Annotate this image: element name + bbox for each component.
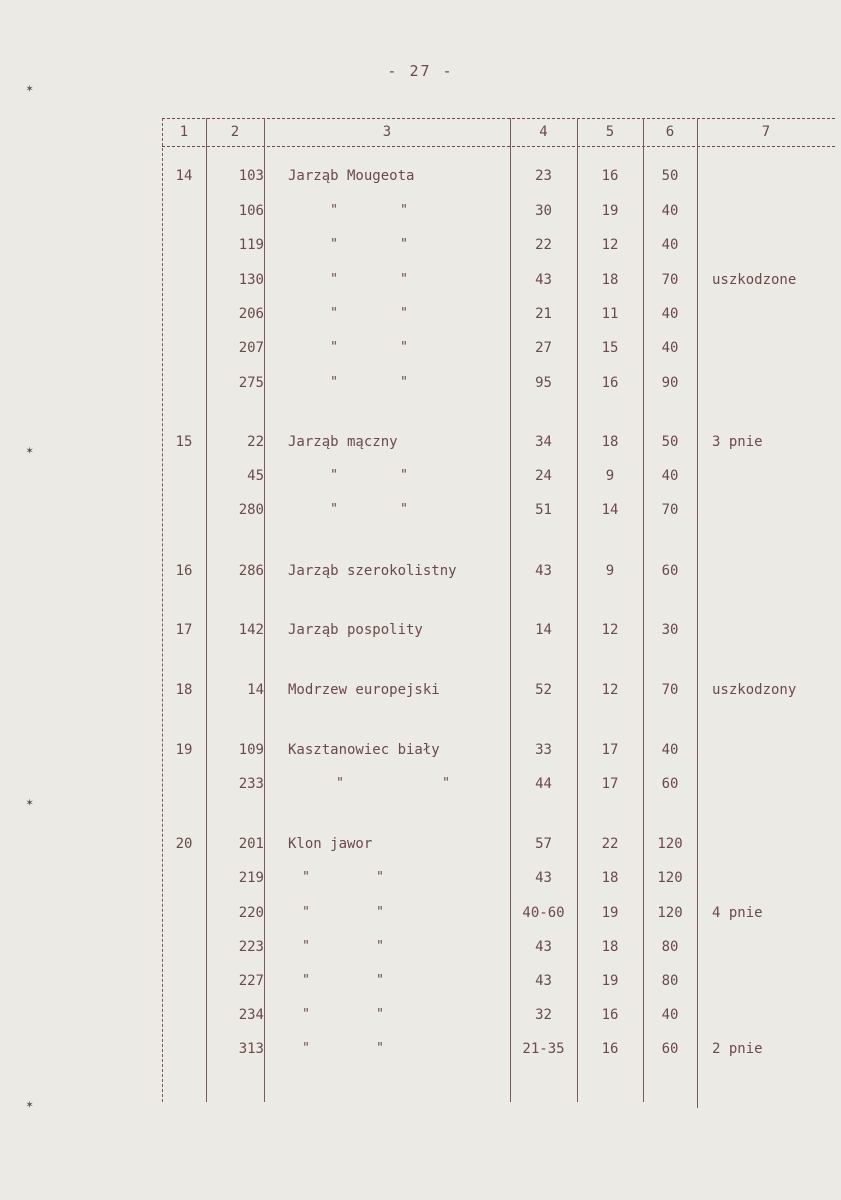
cell-col5: 18: [601, 434, 619, 450]
column-header: 6: [665, 124, 675, 140]
cell-col6: 80: [661, 939, 679, 955]
column-header: 7: [761, 124, 771, 140]
ditto-mark: ": [400, 203, 408, 218]
cell-remarks: 2 pnie: [712, 1041, 763, 1057]
cell-col4: 34: [535, 434, 552, 450]
cell-col5: 9: [605, 468, 615, 484]
ditto-mark: ": [302, 939, 310, 954]
cell-tree-number: 219: [238, 870, 264, 886]
ditto-mark: ": [330, 468, 338, 483]
cell-col4: 95: [535, 375, 552, 391]
header-bottom-rule: [162, 146, 835, 147]
column-header: 4: [539, 124, 548, 140]
ditto-mark: ": [302, 1041, 310, 1056]
cell-tree-number: 22: [247, 434, 264, 450]
cell-tree-number: 207: [238, 340, 264, 356]
cell-species-name: Jarząb szerokolistny: [288, 563, 457, 579]
cell-col5: 15: [601, 340, 619, 356]
ditto-mark: ": [330, 502, 338, 517]
column-header: 1: [179, 124, 189, 140]
cell-tree-number: 14: [247, 682, 264, 698]
cell-col6: 60: [661, 563, 679, 579]
cell-species-name: Jarząb mączny: [288, 434, 398, 450]
cell-col5: 18: [601, 939, 619, 955]
ditto-mark: ": [400, 237, 408, 252]
cell-group-number: 17: [175, 622, 193, 638]
cell-col5: 18: [601, 870, 619, 886]
column-header: 3: [382, 124, 392, 140]
cell-species-name: Jarząb Mougeota: [288, 168, 415, 184]
ditto-mark: ": [336, 776, 344, 791]
cell-col5: 9: [605, 563, 615, 579]
cell-remarks: uszkodzony: [712, 682, 797, 698]
ditto-mark: ": [302, 973, 310, 988]
cell-col5: 22: [601, 836, 619, 852]
cell-species-name: Modrzew europejski: [288, 682, 440, 698]
ditto-mark: ": [330, 237, 338, 252]
ditto-mark: ": [376, 939, 384, 954]
punch-hole-mark: ✶: [26, 443, 34, 457]
ditto-mark: ": [376, 905, 384, 920]
punch-hole-mark: ✶: [26, 81, 34, 95]
cell-col5: 17: [601, 742, 619, 758]
ditto-mark: ": [330, 306, 338, 321]
cell-col6: 40: [661, 468, 679, 484]
cell-tree-number: 201: [238, 836, 264, 852]
cell-col4: 14: [535, 622, 552, 638]
cell-col6: 120: [657, 836, 683, 852]
cell-col4: 32: [535, 1007, 552, 1023]
punch-hole-mark: ✶: [26, 1097, 34, 1111]
cell-tree-number: 227: [238, 973, 264, 989]
page-number: - 27 -: [387, 62, 454, 80]
cell-group-number: 14: [175, 168, 193, 184]
cell-tree-number: 106: [238, 203, 264, 219]
ditto-mark: ": [400, 375, 408, 390]
cell-col4: 40-60: [522, 905, 565, 921]
cell-col6: 40: [661, 203, 679, 219]
cell-col5: 19: [601, 203, 619, 219]
cell-col6: 60: [661, 1041, 679, 1057]
column-divider: [264, 118, 265, 1102]
cell-col4: 24: [535, 468, 552, 484]
cell-tree-number: 119: [238, 237, 264, 253]
cell-col5: 14: [601, 502, 619, 518]
cell-col4: 30: [535, 203, 552, 219]
ditto-mark: ": [330, 272, 338, 287]
ditto-mark: ": [376, 1041, 384, 1056]
cell-tree-number: 286: [238, 563, 264, 579]
ditto-mark: ": [400, 468, 408, 483]
cell-col4: 27: [535, 340, 552, 356]
cell-tree-number: 223: [238, 939, 264, 955]
cell-col5: 18: [601, 272, 619, 288]
cell-col6: 70: [661, 682, 679, 698]
cell-tree-number: 280: [238, 502, 264, 518]
cell-col6: 40: [661, 1007, 679, 1023]
cell-col4: 21-35: [522, 1041, 565, 1057]
ditto-mark: ": [376, 1007, 384, 1022]
column-header: 2: [230, 124, 240, 140]
cell-remarks: 4 pnie: [712, 905, 763, 921]
cell-group-number: 16: [175, 563, 193, 579]
cell-species-name: Klon jawor: [288, 836, 373, 852]
cell-tree-number: 109: [238, 742, 264, 758]
cell-species-name: Kasztanowiec biały: [288, 742, 440, 758]
cell-col5: 12: [601, 622, 619, 638]
cell-col6: 60: [661, 776, 679, 792]
cell-tree-number: 313: [238, 1041, 264, 1057]
cell-col5: 12: [601, 682, 619, 698]
cell-tree-number: 45: [247, 468, 264, 484]
cell-col4: 43: [535, 973, 552, 989]
ditto-mark: ": [376, 870, 384, 885]
ditto-mark: ": [302, 870, 310, 885]
ditto-mark: ": [400, 502, 408, 517]
ditto-mark: ": [376, 973, 384, 988]
cell-col4: 43: [535, 870, 552, 886]
cell-col6: 120: [657, 870, 683, 886]
cell-col5: 16: [601, 168, 619, 184]
ditto-mark: ": [330, 340, 338, 355]
cell-col4: 52: [535, 682, 552, 698]
cell-tree-number: 275: [238, 375, 264, 391]
table-top-rule: [162, 118, 835, 119]
column-header: 5: [605, 124, 615, 140]
punch-hole-mark: ✶: [26, 795, 34, 809]
cell-col4: 43: [535, 272, 552, 288]
cell-col4: 43: [535, 939, 552, 955]
ditto-mark: ": [400, 340, 408, 355]
cell-group-number: 15: [175, 434, 193, 450]
ditto-mark: ": [442, 776, 450, 791]
cell-col6: 50: [661, 168, 679, 184]
cell-col4: 22: [535, 237, 552, 253]
column-divider: [162, 118, 163, 1102]
cell-col5: 16: [601, 375, 619, 391]
cell-col4: 23: [535, 168, 552, 184]
cell-col6: 40: [661, 340, 679, 356]
cell-col4: 44: [535, 776, 552, 792]
ditto-mark: ": [330, 375, 338, 390]
cell-col6: 40: [661, 237, 679, 253]
cell-tree-number: 103: [238, 168, 264, 184]
cell-col5: 11: [601, 306, 619, 322]
cell-remarks: uszkodzone: [712, 272, 797, 288]
cell-col5: 19: [601, 973, 619, 989]
cell-tree-number: 130: [238, 272, 264, 288]
cell-species-name: Jarząb pospolity: [288, 622, 423, 638]
cell-col6: 40: [661, 306, 679, 322]
cell-tree-number: 233: [238, 776, 264, 792]
column-divider: [697, 118, 698, 1108]
cell-tree-number: 220: [238, 905, 264, 921]
cell-col6: 50: [661, 434, 679, 450]
ditto-mark: ": [302, 1007, 310, 1022]
ditto-mark: ": [330, 203, 338, 218]
cell-group-number: 20: [175, 836, 193, 852]
ditto-mark: ": [302, 905, 310, 920]
cell-col6: 70: [661, 502, 679, 518]
cell-col6: 40: [661, 742, 679, 758]
cell-col4: 21: [535, 306, 552, 322]
cell-col6: 80: [661, 973, 679, 989]
cell-remarks: 3 pnie: [712, 434, 763, 450]
cell-col4: 43: [535, 563, 552, 579]
ditto-mark: ": [400, 306, 408, 321]
cell-col5: 12: [601, 237, 619, 253]
cell-col6: 120: [657, 905, 683, 921]
cell-group-number: 18: [175, 682, 193, 698]
cell-tree-number: 142: [238, 622, 264, 638]
cell-col4: 33: [535, 742, 552, 758]
ditto-mark: ": [400, 272, 408, 287]
cell-col6: 90: [661, 375, 679, 391]
cell-col5: 16: [601, 1007, 619, 1023]
cell-col5: 19: [601, 905, 619, 921]
cell-col4: 57: [535, 836, 552, 852]
cell-col4: 51: [535, 502, 552, 518]
cell-col5: 16: [601, 1041, 619, 1057]
cell-tree-number: 234: [238, 1007, 264, 1023]
cell-group-number: 19: [175, 742, 193, 758]
cell-col6: 30: [661, 622, 679, 638]
cell-col5: 17: [601, 776, 619, 792]
cell-tree-number: 206: [238, 306, 264, 322]
cell-col6: 70: [661, 272, 679, 288]
